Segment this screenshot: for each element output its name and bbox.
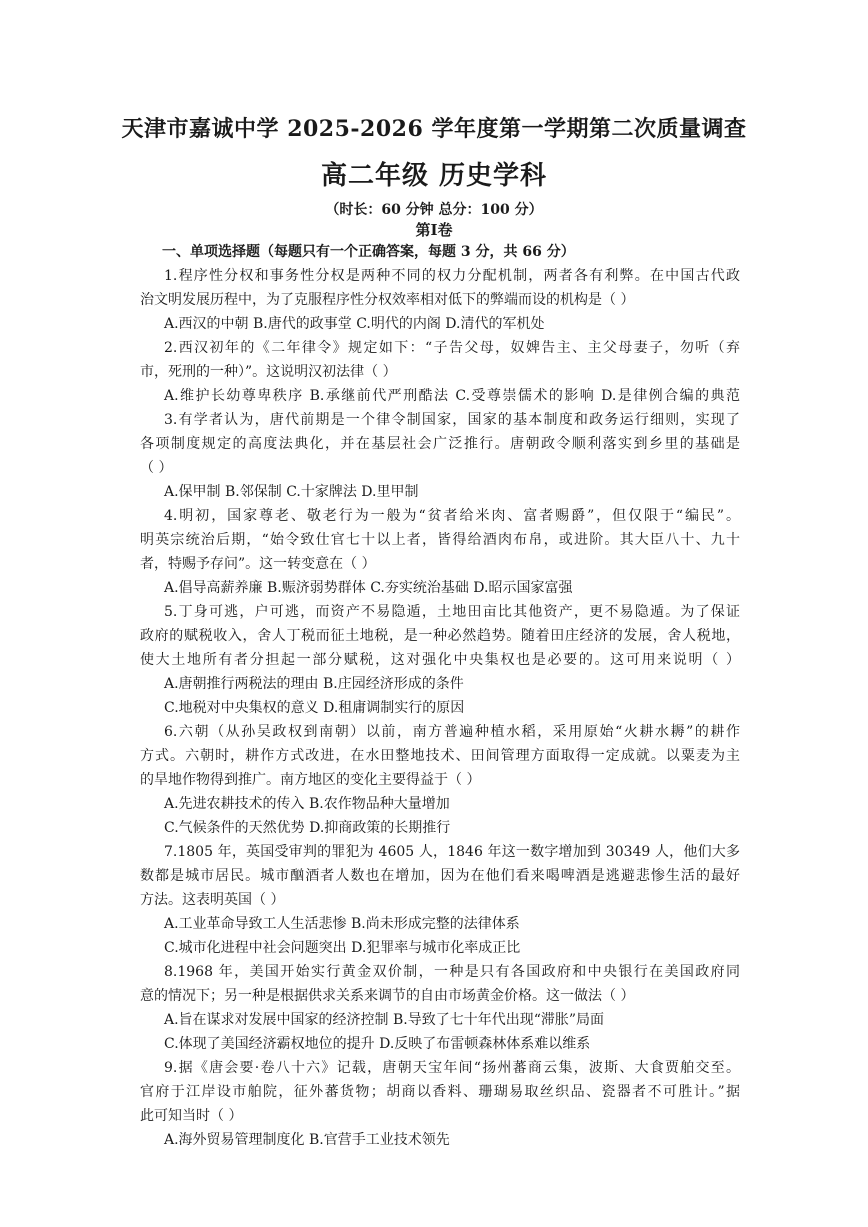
question-8-option-ab: A.旨在谋求对发展中国家的经济控制 B.导致了七十年代出现“滞胀”局面 — [164, 1012, 605, 1028]
question-4-options: A.倡导高薪养廉 B.赈济弱势群体 C.夯实统治基础 D.昭示国家富强 — [164, 580, 573, 596]
question-2-line-2: 市，死刑的一种）”。这说明汉初法律（ ） — [140, 364, 397, 380]
question-8-option-cd: C.体现了美国经济霸权地位的提升 D.反映了布雷顿森林体系难以维系 — [164, 1036, 591, 1052]
question-6-option-ab: A.先进农耕技术的传入 B.农作物品种大量增加 — [164, 796, 450, 812]
question-4-line-1: 4.明初，国家尊老、敬老行为一般为“贫者给米肉、富者赐爵”，但仅限于“编民”。 — [164, 508, 740, 524]
question-4-line-3: 者，特赐予存问”。这一转变意在（ ） — [140, 556, 376, 572]
question-4-line-2: 明英宗统治后期，“始令致仕官七十以上者，皆得给酒肉布帛，或进阶。其大臣八十、九十 — [140, 532, 740, 548]
question-9-line-3: 此可知当时（ ） — [140, 1108, 243, 1124]
exam-school-title: 天津市嘉诚中学 2025-2026 学年度第一学期第二次质量调查 — [121, 116, 747, 142]
question-7-line-3: 方法。这表明英国（ ） — [140, 892, 285, 908]
question-5-line-1: 5.丁身可逃，户可逃，而资产不易隐遁，土地田亩比其他资产，更不易隐遁。为了保证 — [164, 604, 740, 620]
question-3-options: A.保甲制 B.邻保制 C.十家牌法 D.里甲制 — [164, 484, 419, 500]
question-7-line-2: 数都是城市居民。城市酗酒者人数也在增加，因为在他们看来喝啤酒是逃避悲惨生活的最好 — [140, 868, 740, 884]
question-5-option-ab: A.唐朝推行两税法的理由 B.庄园经济形成的条件 — [164, 676, 464, 692]
question-1-line-2: 治文明发展历程中，为了克服程序性分权效率相对低下的弊端而设的机构是（ ） — [140, 292, 635, 308]
question-9-line-2: 官府于江岸设市舶院，征外蕃货物；胡商以香料、珊瑚易取丝织品、瓷器者不可胜计。”据 — [140, 1084, 740, 1100]
question-5-line-2: 政府的赋税收入，舍人丁税而征土地税，是一种必然趋势。随着田庄经济的发展，舍人税地， — [140, 628, 740, 644]
question-1-options: A.西汉的中朝 B.唐代的政事堂 C.明代的内阁 D.清代的军机处 — [164, 316, 545, 332]
question-2-line-1: 2.西汉初年的《二年律令》规定如下：“子告父母，奴婢告主、主父母妻子，勿听（弃 — [164, 340, 740, 356]
question-9-options: A.海外贸易管理制度化 B.官营手工业技术领先 — [164, 1132, 450, 1148]
question-9-line-1: 9.据《唐会要·卷八十六》记载，唐朝天宝年间“扬州蕃商云集，波斯、大食贾舶交至。 — [164, 1060, 740, 1076]
question-3-line-3: （ ） — [140, 460, 173, 476]
question-5-option-cd: C.地税对中央集权的意义 D.租庸调制实行的原因 — [164, 700, 465, 716]
question-6-line-1: 6.六朝（从孙吴政权到南朝）以前，南方普遍种植水稻，采用原始“火耕水耨”的耕作 — [164, 724, 740, 740]
question-2-options: A.维护长幼尊卑秩序 B.承继前代严刑酷法 C.受尊崇儒术的影响 D.是律例合编的典范 — [164, 388, 740, 404]
section-heading: 一、单项选择题（每题只有一个正确答案，每题 3 分，共 66 分） — [162, 244, 575, 260]
question-7-option-ab: A.工业革命导致工人生活悲惨 B.尚未形成完整的法律体系 — [164, 916, 520, 932]
question-6-option-cd: C.气候条件的天然优势 D.抑商政策的长期推行 — [164, 820, 451, 836]
exam-time-info: （时长：60 分钟 总分：100 分） — [325, 202, 543, 218]
question-7-option-cd: C.城市化进程中社会问题突出 D.犯罪率与城市化率成正比 — [164, 940, 521, 956]
question-6-line-2: 方式。六朝时，耕作方式改进，在水田整地技术、田间管理方面取得一定成就。以粟麦为主 — [140, 748, 740, 764]
question-7-line-1: 7.1805 年，英国受审判的罪犯为 4605 人，1846 年这一数字增加到 30349 人，他们大多 — [164, 844, 740, 860]
question-5-line-3: 使大土地所有者分担起一部分赋税，这对强化中央集权也是必要的。这可用来说明（ ） — [140, 652, 740, 668]
exam-subject-title: 高二年级 历史学科 — [320, 161, 548, 191]
question-3-line-1: 3.有学者认为，唐代前期是一个律令制国家，国家的基本制度和政务运行细则，实现了 — [164, 412, 740, 428]
question-8-line-1: 8.1968 年，美国开始实行黄金双价制，一种是只有各国政府和中央银行在美国政府同 — [164, 964, 740, 980]
question-1-line-1: 1.程序性分权和事务性分权是两种不同的权力分配机制，两者各有利弊。在中国古代政 — [164, 268, 740, 284]
volume-label: 第Ⅰ卷 — [415, 221, 453, 239]
question-6-line-3: 的旱地作物得到推广。南方地区的变化主要得益于（ ） — [140, 772, 481, 788]
question-8-line-2: 意的情况下；另一种是根据供求关系来调节的自由市场黄金价格。这一做法（ ） — [140, 988, 635, 1004]
question-3-line-2: 各项制度规定的高度法典化，并在基层社会广泛推行。唐朝政令顺利落实到乡里的基础是 — [140, 436, 740, 452]
